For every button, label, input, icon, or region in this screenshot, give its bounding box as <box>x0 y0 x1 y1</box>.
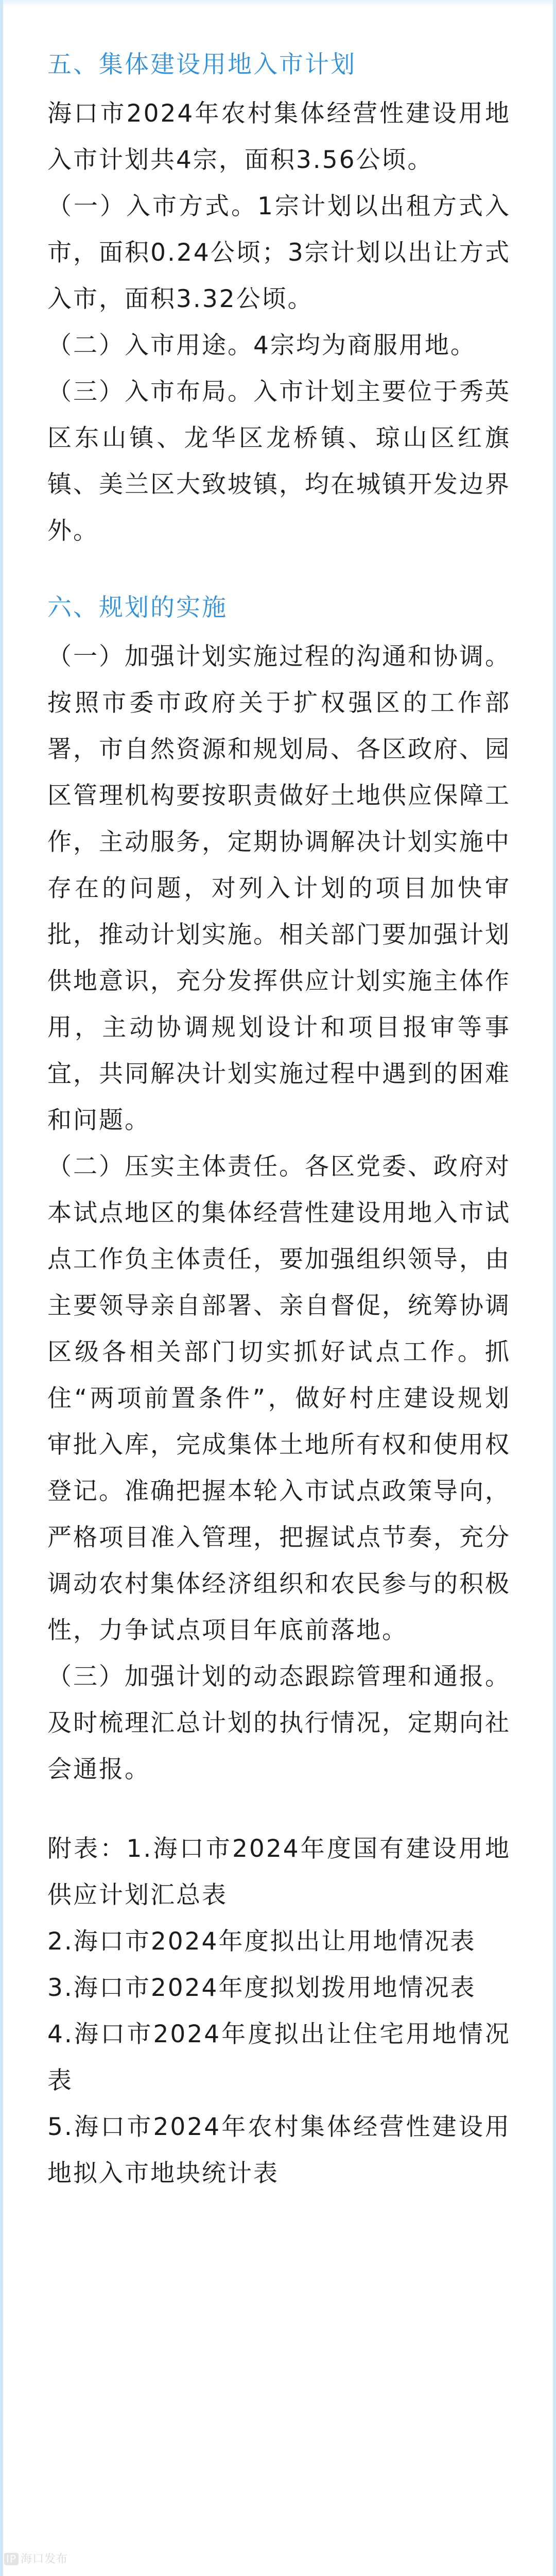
appendix-item-5: 5.海口市2024年农村集体经营性建设用地拟入市地块统计表 <box>47 2113 511 2188</box>
appendix-item-4: 4.海口市2024年度拟出让住宅用地情况表 <box>47 2020 511 2095</box>
section-5-item-3: （三）入市布局。入市计划主要位于秀英区东山镇、龙华区龙桥镇、琼山区红旗镇、美兰区大致坡镇，均在城镇开发边界外。 <box>47 378 511 545</box>
section-5-item-2: （二）入市用途。4宗均为商服用地。 <box>47 331 476 360</box>
appendix-item-3: 3.海口市2024年度拟划拨用地情况表 <box>47 1974 476 2002</box>
appendix-item-2: 2.海口市2024年度拟出让用地情况表 <box>47 1927 476 1956</box>
watermark-badge: IP <box>4 2553 19 2565</box>
watermark-text: 海口发布 <box>20 2553 68 2566</box>
section-6-item-1: （一）加强计划实施过程的沟通和协调。按照市委市政府关于扩权强区的工作部署，市自然资源和规划局、各区政府、园区管理机构要按职责做好土地供应保障工作，主动服务，定期协调解决计划实施中存在的问题，对列入计划的项目加快审批，推动计划实施。相关部门要加强计划供地意识，充分发挥供应计划实施主体作用，主动协调规划设计和项目报审等事宜，共同解决计划实施过程中遇到的困难和问题。 <box>47 642 511 1134</box>
right-border <box>553 0 556 2576</box>
top-shadow <box>0 0 556 7</box>
article-body <box>47 31 511 2197</box>
section-5-heading: 五、集体建设用地入市计划 <box>47 50 356 79</box>
left-border <box>0 0 3 2576</box>
spacer <box>47 1793 511 1826</box>
section-5-item-1: （一）入市方式。1宗计划以出租方式入市，面积0.24公顷；3宗计划以出让方式入市，面积3.32公顷。 <box>47 192 511 313</box>
appendix-item-1: 附表：1.海口市2024年度国有建设用地供应计划汇总表 <box>47 1835 511 1909</box>
section-6-item-2: （二）压实主体责任。各区党委、政府对本试点地区的集体经营性建设用地入市试点工作负主体责任，要加强组织领导，由主要领导亲自部署、亲自督促，统筹协调区级各相关部门切实抓好试点工作。抓住“两项前置条件”，做好村庄建设规划审批入库，完成集体土地所有权和使用权登记。准确把握本轮入市试点政策导向，严格项目准入管理，把握试点节奏，充分调动农村集体经济组织和农民参与的积极性，力争试点项目年底前落地。 <box>47 1153 511 1645</box>
watermark <box>4 2550 68 2566</box>
section-6-item-3: （三）加强计划的动态跟踪管理和通报。及时梳理汇总计划的执行情况，定期向社会通报。 <box>47 1663 511 1784</box>
section-6-heading: 六、规划的实施 <box>47 594 228 622</box>
section-5-intro: 海口市2024年农村集体经营性建设用地入市计划共4宗，面积3.56公顷。 <box>47 99 511 174</box>
spacer <box>47 554 511 575</box>
